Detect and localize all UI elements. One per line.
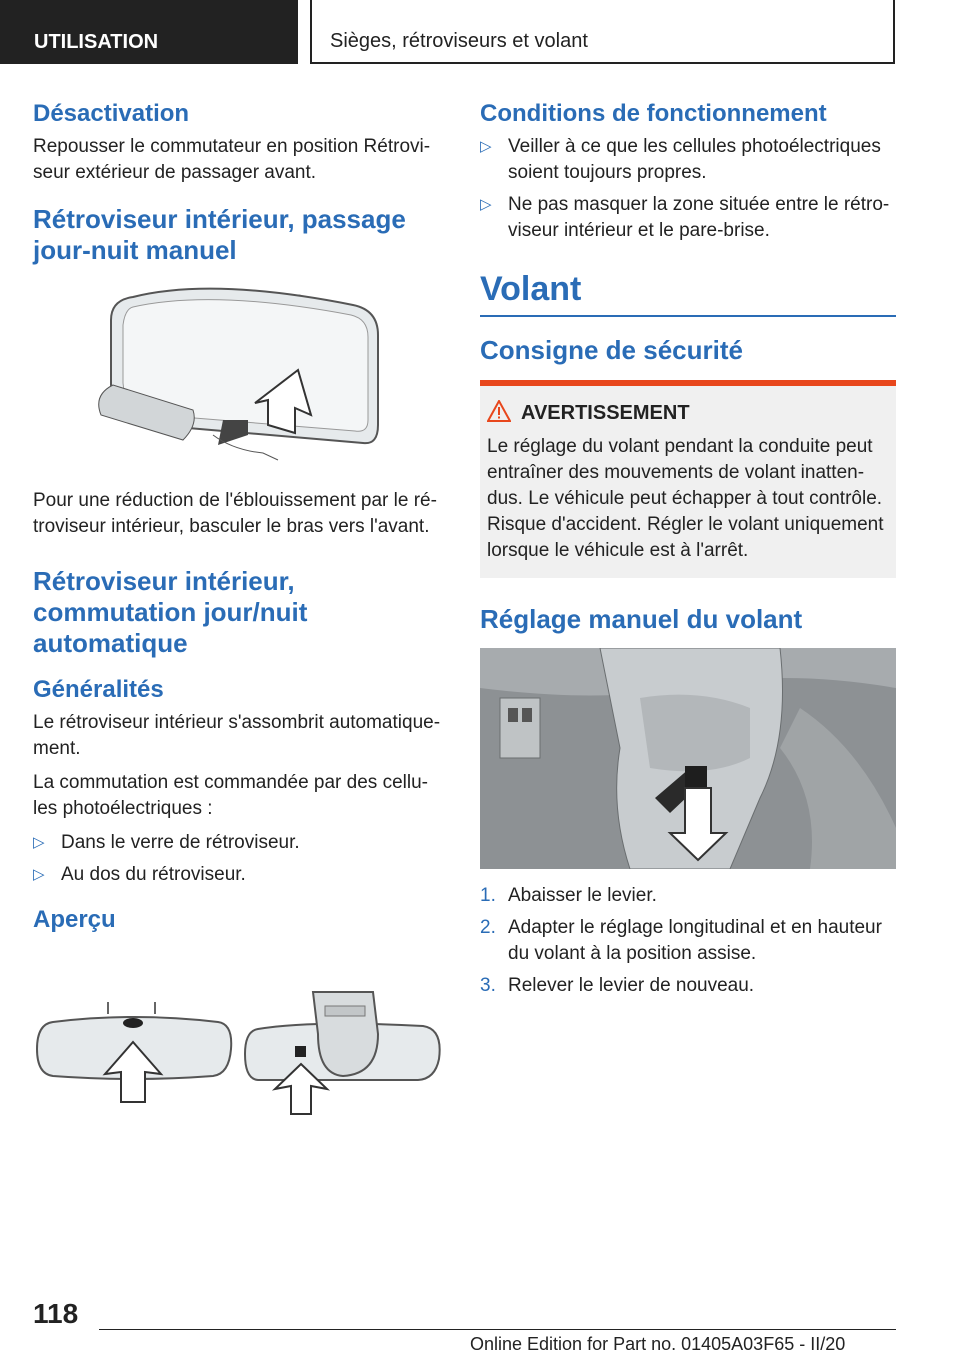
left-column: [33, 100, 445, 1134]
list-item: ▷ Dans le verre de rétroviseur.: [33, 830, 445, 856]
warning-triangle-icon: [487, 400, 511, 428]
list-item: ▷ Ne pas masquer la zone située entre le rétro-viseur intérieur et le pare-brise.: [480, 194, 890, 241]
chapter-tab: UTILISATION: [0, 0, 298, 64]
warning-title: AVERTISSEMENT: [521, 402, 690, 425]
chapter-heading-volant: [480, 270, 896, 317]
heading-volant: Volant: [480, 270, 582, 308]
page-number: 118: [33, 1298, 79, 1329]
text-manual-mirror: Pour une réduction de l'éblouissement par le ré-troviseur intérieur, basculer le bras vers l'avant.: [33, 490, 437, 538]
triangle-bullet-icon: ▷: [480, 138, 492, 155]
warning-box: [480, 380, 896, 578]
section-title: Sièges, rétroviseurs et volant: [310, 0, 895, 64]
footer-divider: [99, 1329, 896, 1330]
triangle-bullet-icon: ▷: [33, 866, 45, 884]
heading-desactivation: Désactivation: [33, 100, 190, 127]
step-item: 3. Relever le levier de nouveau.: [480, 975, 755, 997]
step-item: 1. Abaisser le levier.: [480, 885, 657, 907]
heading-apercu: Aperçu: [33, 906, 116, 934]
text-desactivation: Repousser le commutateur en position Rétrovi-seur extérieur de passager avant.: [33, 136, 431, 183]
steps-list: [480, 883, 896, 999]
heading-generalites: Généralités: [33, 676, 164, 704]
triangle-bullet-icon: ▷: [480, 196, 492, 213]
heading-conditions: Conditions de fonctionnement: [480, 100, 827, 127]
heading-auto-mirror: Rétroviseur intérieur, commutation jour/nuit automatique: [33, 566, 308, 658]
conditions-list: [480, 134, 896, 244]
text-generalites-2: La commutation est commandée par des cellu-les photoélectriques :: [33, 772, 428, 820]
heading-reglage: Réglage manuel du volant: [480, 603, 803, 634]
right-column: [480, 100, 896, 1005]
triangle-bullet-icon: ▷: [33, 834, 45, 852]
heading-manual-mirror: Rétroviseur intérieur, passage jour-nuit manuel: [33, 204, 406, 265]
list-item: ▷ Au dos du rétroviseur.: [33, 862, 445, 888]
sensor-list: [33, 830, 445, 888]
steering-lever-illustration: [480, 648, 896, 869]
list-item: ▷ Veiller à ce que les cellules photoélectriques soient toujours propres.: [480, 136, 881, 183]
mirror-sensors-illustration: [33, 984, 445, 1134]
mirror-manual-illustration: [33, 275, 445, 470]
warning-text: Le réglage du volant pendant la conduite peut entraîner des mouvements de volant inatten-dus. Le véhicule peut échapper à tout contrôle. Risque d'accident. Régler le volant uniquement lorsque le véhicule est à l'arrêt.: [487, 435, 884, 561]
heading-consigne: Consigne de sécurité: [480, 335, 743, 365]
text-generalites-1: Le rétroviseur intérieur s'assombrit automatique-ment.: [33, 712, 441, 760]
footer-edition: Online Edition for Part no. 01405A03F65 - II/20: [470, 1334, 846, 1354]
step-item: 2. Adapter le réglage longitudinal et en hauteur du volant à la position assise.: [480, 917, 882, 965]
